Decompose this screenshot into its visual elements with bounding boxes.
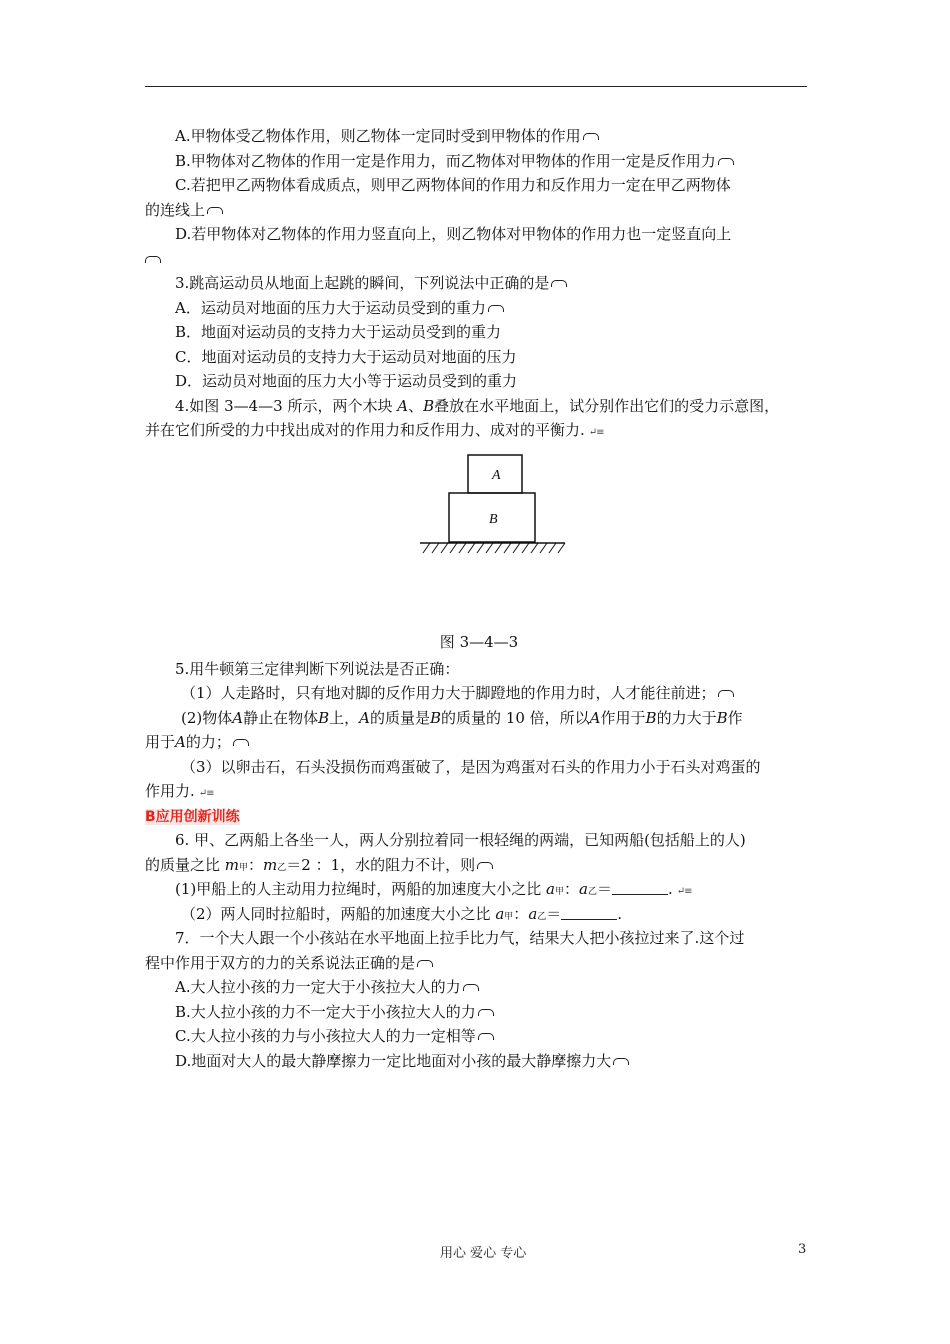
page-number: 3 (798, 1242, 807, 1257)
answer-bracket (233, 739, 249, 746)
answer-bracket (718, 690, 734, 697)
q3-option-b: B．地面对运动员的支持力大于运动员受到的重力 (175, 323, 502, 341)
answer-bracket (551, 280, 567, 287)
answer-bracket (718, 158, 734, 165)
q3-option-d: D．运动员对地面的压力大小等于运动员受到的重力 (175, 372, 518, 390)
block-a-label: A (492, 467, 501, 483)
figure-blocks (145, 443, 813, 627)
answer-bracket (477, 862, 493, 869)
ground-hatching (423, 543, 565, 553)
answer-bracket (207, 207, 223, 214)
q7-stem-cont: 程中作用于双方的力的关系说法正确的是 (145, 951, 813, 976)
q3-option-c: C．地面对运动员的支持力大于运动员对地面的压力 (175, 347, 517, 366)
q6-part-1: (1)甲船上的人主动用力拉绳时，两船的加速度大小之比 a甲：a乙＝ . ↵≡ (145, 877, 813, 902)
q7-option-b: B.大人拉小孩的力不一定大于小孩拉大人的力 (145, 1000, 813, 1025)
q5-item-1: （1）人走路时，只有地对脚的反作用力大于脚蹬地的作用力时，人才能往前进； (145, 681, 813, 706)
q3-stem: 3.跳高运动员从地面上起跳的瞬间，下列说法中正确的是 (145, 271, 813, 296)
q5-item-2-cont: 用于A的力； (145, 730, 813, 755)
section-heading: B应用创新训练 (145, 808, 240, 825)
document-body (145, 124, 813, 1073)
q2-option-c-cont: 的连线上 (145, 198, 813, 223)
paragraph-mark: ↵≡ (198, 788, 214, 799)
q7-stem: 7．一个大人跟一个小孩站在水平地面上拉手比力气，结果大人把小孩拉过来了.这个过 (175, 929, 745, 947)
q7-option-a: A.大人拉小孩的力一定大于小孩拉大人的力 (145, 975, 813, 1000)
q2-option-d: D.若甲物体对乙物体的作用力竖直向上，则乙物体对甲物体的作用力也一定竖直向上 (175, 225, 732, 243)
q7-option-d: D.地面对大人的最大静摩擦力一定比地面对小孩的最大静摩擦力大 (145, 1049, 813, 1074)
q5-item-3-cont: 作用力. ↵≡ (145, 779, 813, 804)
q5-item-2: (2)物体A静止在物体B上，A的质量是B的质量的 10 倍，所以A作用于B的力大于B作 (181, 708, 743, 727)
answer-bracket (463, 984, 479, 991)
q5-item-3: （3）以卵击石，石头没损伤而鸡蛋破了，是因为鸡蛋对石头的作用力小于石头对鸡蛋的 (181, 757, 761, 776)
paragraph-mark: ↵≡ (588, 427, 604, 438)
answer-bracket (488, 305, 504, 312)
q2-option-a: A.甲物体受乙物体作用，则乙物体一定同时受到甲物体的作用 (145, 124, 813, 149)
answer-bracket (478, 1033, 494, 1040)
q2-option-b: B.甲物体对乙物体的作用一定是作用力，而乙物体对甲物体的作用一定是反作用力 (145, 149, 813, 174)
block-b-label: B (489, 511, 498, 527)
q6-part-2: （2）两人同时拉船时，两船的加速度大小之比 a甲：a乙＝ . (181, 904, 623, 923)
q2-option-d-cont (145, 247, 813, 272)
q2-option-c: C.若把甲乙两物体看成质点，则甲乙两物体间的作用力和反作用力一定在甲乙两物体 (175, 176, 731, 194)
answer-bracket (145, 256, 161, 263)
q3-option-a: A．运动员对地面的压力大于运动员受到的重力 (145, 296, 813, 321)
answer-blank[interactable] (612, 882, 668, 895)
q4-stem: 4.如图 3—4—3 所示，两个木块 A、B叠放在水平地面上，试分别作出它们的受力示意图， (175, 396, 780, 415)
figure-drawing (145, 443, 813, 627)
q4-stem-cont: 并在它们所受的力中找出成对的作用力和反作用力、成对的平衡力. ↵≡ (145, 418, 813, 443)
footer-motto: 用心 爱心 专心 (440, 1246, 527, 1261)
paragraph-mark: ↵≡ (676, 886, 692, 897)
q7-option-c: C.大人拉小孩的力与小孩拉大人的力一定相等 (145, 1024, 813, 1049)
answer-bracket (613, 1058, 629, 1065)
figure-caption: 图 3—4—3 (439, 632, 519, 651)
answer-bracket (417, 960, 433, 967)
answer-bracket (583, 133, 599, 140)
q6-stem-cont: 的质量之比 m甲：m乙＝2 ：1，水的阻力不计，则 (145, 853, 813, 878)
answer-blank[interactable] (561, 907, 617, 920)
answer-bracket (478, 1009, 494, 1016)
header-rule (145, 86, 807, 87)
q6-stem: 6. 甲、乙两船上各坐一人，两人分别拉着同一根轻绳的两端，已知两船(包括船上的人) (175, 831, 746, 849)
q5-stem: 5.用牛顿第三定律判断下列说法是否正确： (175, 659, 460, 678)
